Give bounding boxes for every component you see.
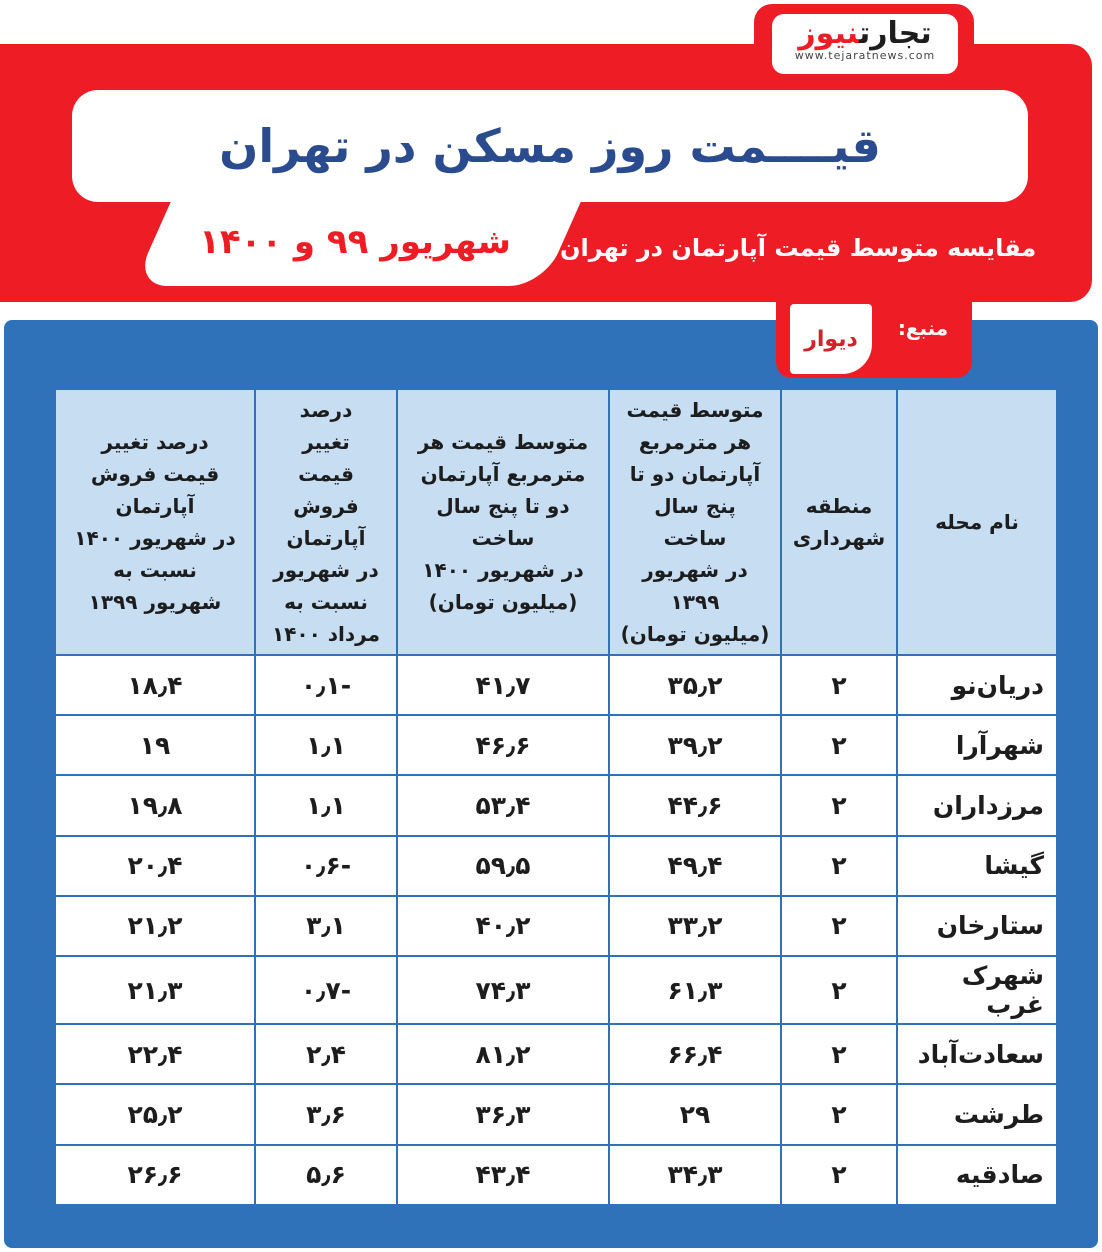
divar-logo-text: دیوار: [804, 326, 858, 352]
cell-yearly-change: ۲۲٫۴: [55, 1024, 255, 1084]
cell-monthly-change: ۱٫۱: [255, 775, 397, 835]
header-yearly-change: درصد تغییر قیمت فروش آپارتمان در شهریور ۱۴۰۰ نسبت به شهریور ۱۳۹۹: [55, 389, 255, 655]
cell-price-1400: ۴۰٫۲: [397, 896, 609, 956]
cell-price-1400: ۵۳٫۴: [397, 775, 609, 835]
cell-monthly-change: ۲٫۴: [255, 1024, 397, 1084]
table-row: [55, 836, 1057, 896]
cell-price-1400: ۳۶٫۳: [397, 1084, 609, 1144]
table-row: [55, 775, 1057, 835]
cell-price-1400: ۴۳٫۴: [397, 1145, 609, 1205]
cell-price-1400: ۵۹٫۵: [397, 836, 609, 896]
cell-price-1399: ۳۹٫۲: [609, 715, 781, 775]
cell-yearly-change: ۱۸٫۴: [55, 655, 255, 715]
cell-price-1399: ۶۱٫۳: [609, 956, 781, 1024]
logo-text: تجارتنیوز: [798, 16, 932, 51]
cell-monthly-change: -۰٫۷: [255, 956, 397, 1024]
cell-monthly-change: ۳٫۶: [255, 1084, 397, 1144]
table-row: [55, 1084, 1057, 1144]
title-box: [72, 90, 1028, 202]
cell-district: ۲: [781, 1024, 897, 1084]
table-row: [55, 655, 1057, 715]
cell-monthly-change: ۱٫۱: [255, 715, 397, 775]
cell-price-1399: ۳۵٫۲: [609, 655, 781, 715]
cell-yearly-change: ۲۵٫۲: [55, 1084, 255, 1144]
cell-price-1400: ۴۱٫۷: [397, 655, 609, 715]
header-neighborhood: نام محله: [897, 389, 1057, 655]
cell-price-1399: ۴۹٫۴: [609, 836, 781, 896]
table-row: [55, 956, 1057, 1024]
source-label: منبع:: [897, 316, 949, 340]
cell-price-1400: ۴۶٫۶: [397, 715, 609, 775]
cell-district: ۲: [781, 1084, 897, 1144]
cell-price-1400: ۸۱٫۲: [397, 1024, 609, 1084]
cell-monthly-change: ۳٫۱: [255, 896, 397, 956]
date-label: شهریور ۹۹ و ۱۴۰۰: [199, 222, 511, 262]
cell-yearly-change: ۲۱٫۳: [55, 956, 255, 1024]
page-title: قیــــمت روز مسکن در تهران: [219, 119, 881, 173]
cell-yearly-change: ۲۱٫۲: [55, 896, 255, 956]
table-row: [55, 896, 1057, 956]
cell-district: ۲: [781, 836, 897, 896]
cell-monthly-change: -۰٫۱: [255, 655, 397, 715]
cell-yearly-change: ۱۹٫۸: [55, 775, 255, 835]
cell-yearly-change: ۲۶٫۶: [55, 1145, 255, 1205]
cell-price-1399: ۶۶٫۴: [609, 1024, 781, 1084]
header-monthly-change: درصد تغییر قیمت فروش آپارتمان در شهریور نسبت به مرداد ۱۴۰۰: [255, 389, 397, 655]
cell-price-1400: ۷۴٫۳: [397, 956, 609, 1024]
cell-district: ۲: [781, 655, 897, 715]
cell-neighborhood: شهرآرا: [897, 715, 1057, 775]
brand-logo[interactable]: [772, 14, 958, 74]
cell-neighborhood: طرشت: [897, 1084, 1057, 1144]
cell-price-1399: ۳۳٫۲: [609, 896, 781, 956]
logo-url: www.tejaratnews.com: [794, 49, 936, 62]
table-header-row: [55, 389, 1057, 655]
cell-price-1399: ۳۴٫۳: [609, 1145, 781, 1205]
cell-neighborhood: سعادت‌آباد: [897, 1024, 1057, 1084]
divar-logo[interactable]: [790, 304, 872, 374]
cell-neighborhood: ستارخان: [897, 896, 1057, 956]
cell-yearly-change: ۱۹: [55, 715, 255, 775]
cell-monthly-change: ۵٫۶: [255, 1145, 397, 1205]
table-row: [55, 1024, 1057, 1084]
cell-district: ۲: [781, 896, 897, 956]
cell-neighborhood: گیشا: [897, 836, 1057, 896]
header-district: منطقه شهرداری: [781, 389, 897, 655]
price-table: [54, 388, 1058, 1206]
cell-district: ۲: [781, 1145, 897, 1205]
cell-neighborhood: صادقیه: [897, 1145, 1057, 1205]
cell-yearly-change: ۲۰٫۴: [55, 836, 255, 896]
cell-district: ۲: [781, 956, 897, 1024]
cell-neighborhood: مرزداران: [897, 775, 1057, 835]
cell-price-1399: ۲۹: [609, 1084, 781, 1144]
cell-monthly-change: -۰٫۶: [255, 836, 397, 896]
cell-neighborhood: دریان‌نو: [897, 655, 1057, 715]
header-price-1399: متوسط قیمت هر مترمربع آپارتمان دو تا پنج سال ساخت در شهریور ۱۳۹۹ (میلیون تومان): [609, 389, 781, 655]
table-row: [55, 715, 1057, 775]
page-subtitle: مقایسه متوسط قیمت آپارتمان در تهران: [560, 234, 1037, 262]
header-price-1400: متوسط قیمت هر مترمربع آپارتمان دو تا پنج سال ساخت در شهریور ۱۴۰۰ (میلیون تومان): [397, 389, 609, 655]
cell-district: ۲: [781, 715, 897, 775]
table-row: [55, 1145, 1057, 1205]
cell-price-1399: ۴۴٫۶: [609, 775, 781, 835]
cell-district: ۲: [781, 775, 897, 835]
cell-neighborhood: شهرک غرب: [897, 956, 1057, 1024]
